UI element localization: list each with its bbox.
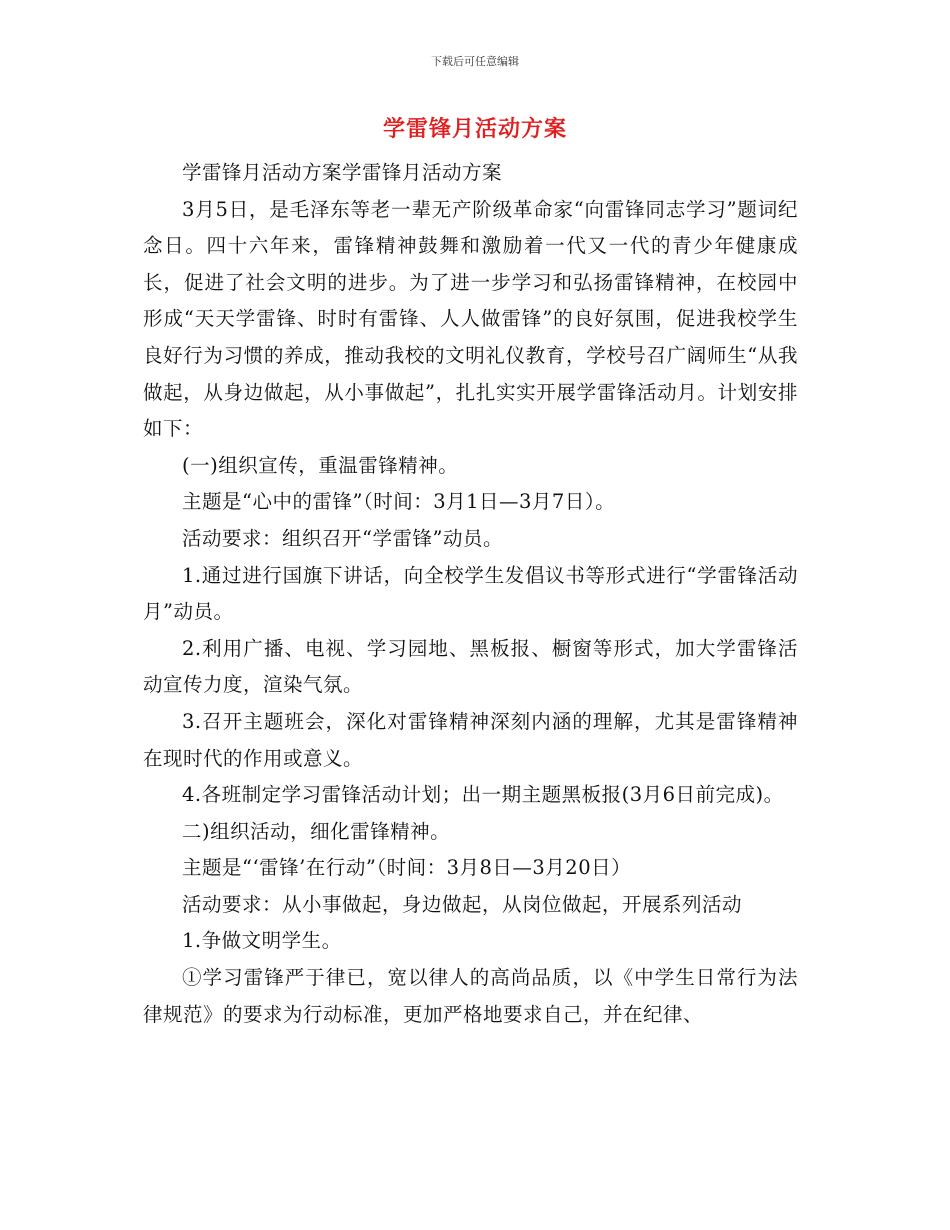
paragraph: 学雷锋月活动方案学雷锋月活动方案 [182,161,503,184]
paragraph: 3.召开主题班会，深化对雷锋精神深刻内涵的理解，尤其是雷锋精神在现时代的作用或意义。 [143,709,798,770]
paragraph: 2.利用广播、电视、学习园地、黑板报、橱窗等形式，加大学雷锋活动宣传力度，渲染气氛。 [143,636,798,697]
paragraph: 4.各班制定学习雷锋活动计划；出一期主题黑板报(3月6日前完成)。 [182,783,784,807]
header-note: 下载后可任意编辑 [431,55,519,68]
paragraph: 活动要求：从小事做起，身边做起，从岗位做起，开展系列活动 [182,892,743,916]
paragraph: 1.争做文明学生。 [182,929,342,953]
paragraph: ①学习雷锋严于律已，宽以律人的高尚品质，以《中学生日常行为法律规范》的要求为行动标准，更加严格地要求自己，并在纪律、 [143,966,798,1026]
paragraph: 3月5日，是毛泽东等老一辈无产阶级革命家“向雷锋同志学习”题词纪念日。四十六年来，雷锋精神鼓舞和激励着一代又一代的青少年健康成长，促进了社会文明的进步。为了进一步学习和弘扬雷锋精神，在校园中形成“天天学雷锋、时时有雷锋、人人做雷锋”的良好氛围，促进我校学生良好行为习惯的养成，推动我校的文明礼仪教育，学校号召广阔师生“从我做起，从身边做起，从小事做起”，扎扎实实开展学雷锋活动月。计划安排如下： [143,197,798,441]
document-body [143,155,798,1033]
document-title: 学雷锋月活动方案 [382,117,567,142]
paragraph: 活动要求：组织召开“学雷锋”动员。 [182,526,503,550]
paragraph: 主题是“心中的雷锋”（时间：3月1日—3月7日）。 [182,490,616,514]
paragraph: 二)组织活动，细化雷锋精神。 [182,819,451,843]
paragraph: 主题是“‘雷锋’在行动”（时间：3月8日—3月20日） [182,856,632,880]
paragraph: 1.通过进行国旗下讲话，向全校学生发倡议书等形式进行“学雷锋活动月”动员。 [143,563,798,624]
paragraph: (一)组织宣传，重温雷锋精神。 [182,453,459,477]
